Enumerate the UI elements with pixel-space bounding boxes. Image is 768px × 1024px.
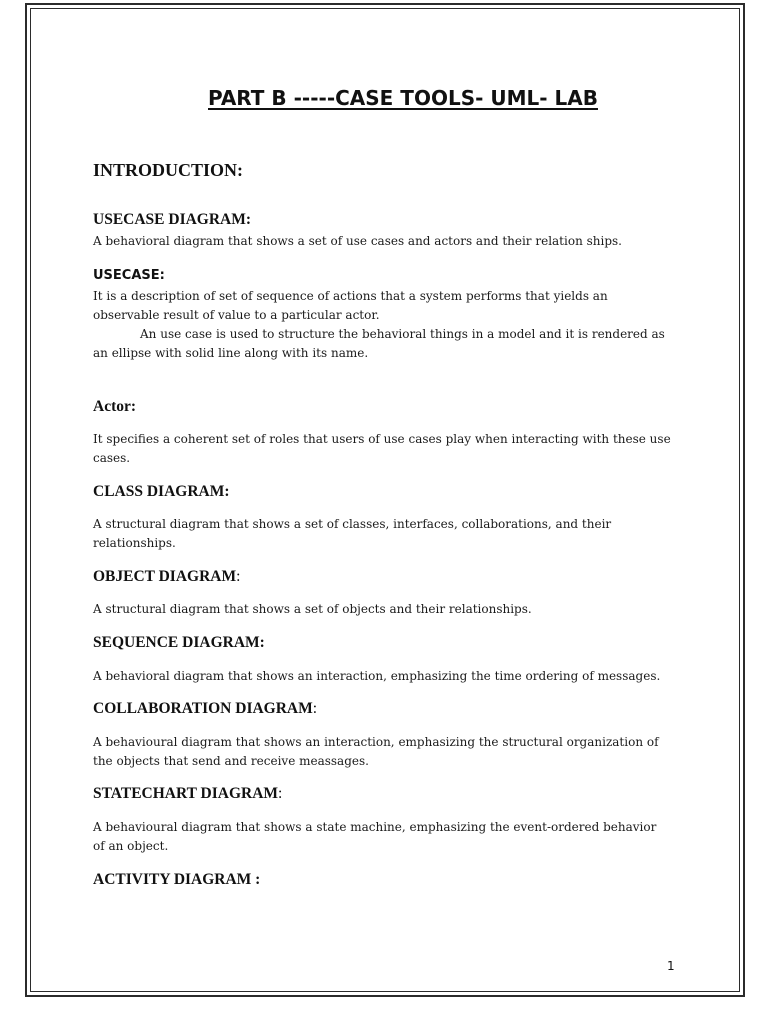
sequence-diagram-heading: SEQUENCE DIAGRAM:: [93, 634, 265, 651]
collaboration-diagram-heading: [93, 700, 317, 718]
text-line: A behavioral diagram that shows a set of use cases and actors and their relation ships.: [93, 234, 622, 248]
usecase-diagram-heading: USECASE DIAGRAM:: [93, 211, 252, 228]
page-number: 1: [667, 959, 675, 973]
activity-diagram-heading: ACTIVITY DIAGRAM :: [93, 871, 261, 888]
class-diagram-text: [93, 515, 693, 553]
text-line: relationships.: [93, 536, 176, 550]
heading-suffix: :: [278, 785, 283, 802]
usecase-heading: USECASE:: [93, 268, 165, 283]
class-diagram-heading: CLASS DIAGRAM:: [93, 483, 230, 500]
heading-suffix: :: [312, 700, 318, 717]
text-line: cases.: [93, 451, 131, 465]
heading-text: STATECHART DIAGRAM: [93, 785, 279, 802]
text-line: A behavioural diagram that shows an interaction, emphasizing the structural organization of: [93, 735, 659, 749]
text-line: It is a description of set of sequence of actions that a system performs that yields an: [93, 289, 608, 303]
text-line: observable result of value to a particular actor.: [93, 308, 380, 322]
text-line: of an object.: [93, 839, 169, 853]
actor-text: [93, 430, 693, 468]
statechart-diagram-heading: [93, 785, 282, 803]
heading-text: COLLABORATION DIAGRAM: [93, 700, 313, 717]
text-line: A structural diagram that shows a set of objects and their relationships.: [93, 602, 532, 616]
text-line: An use case is used to structure the behavioral things in a model and it is rendered as: [140, 327, 665, 341]
actor-heading: Actor:: [93, 398, 137, 415]
text-line: an ellipse with solid line along with its name.: [93, 346, 369, 360]
introduction-heading: INTRODUCTION:: [93, 160, 244, 180]
usecase-diagram-text: [93, 232, 693, 251]
text-line: It specifies a coherent set of roles that users of use cases play when interacting with these use: [93, 432, 671, 446]
page-title: PART B -----CASE TOOLS- UML- LAB: [208, 86, 598, 110]
text-line: A structural diagram that shows a set of classes, interfaces, collaborations, and their: [93, 517, 612, 531]
collaboration-diagram-text: [93, 733, 693, 771]
text-line: A behavioral diagram that shows an interaction, emphasizing the time ordering of messages.: [93, 669, 661, 683]
object-diagram-text: [93, 600, 693, 619]
object-diagram-heading: [93, 568, 240, 586]
usecase-text: [93, 287, 693, 363]
text-line: the objects that send and receive meassages.: [93, 754, 369, 768]
heading-suffix: :: [236, 568, 241, 585]
text-line: A behavioural diagram that shows a state machine, emphasizing the event-ordered behavior: [93, 820, 657, 834]
heading-text: OBJECT DIAGRAM: [93, 568, 237, 585]
sequence-diagram-text: [93, 667, 693, 686]
statechart-diagram-text: [93, 818, 693, 856]
